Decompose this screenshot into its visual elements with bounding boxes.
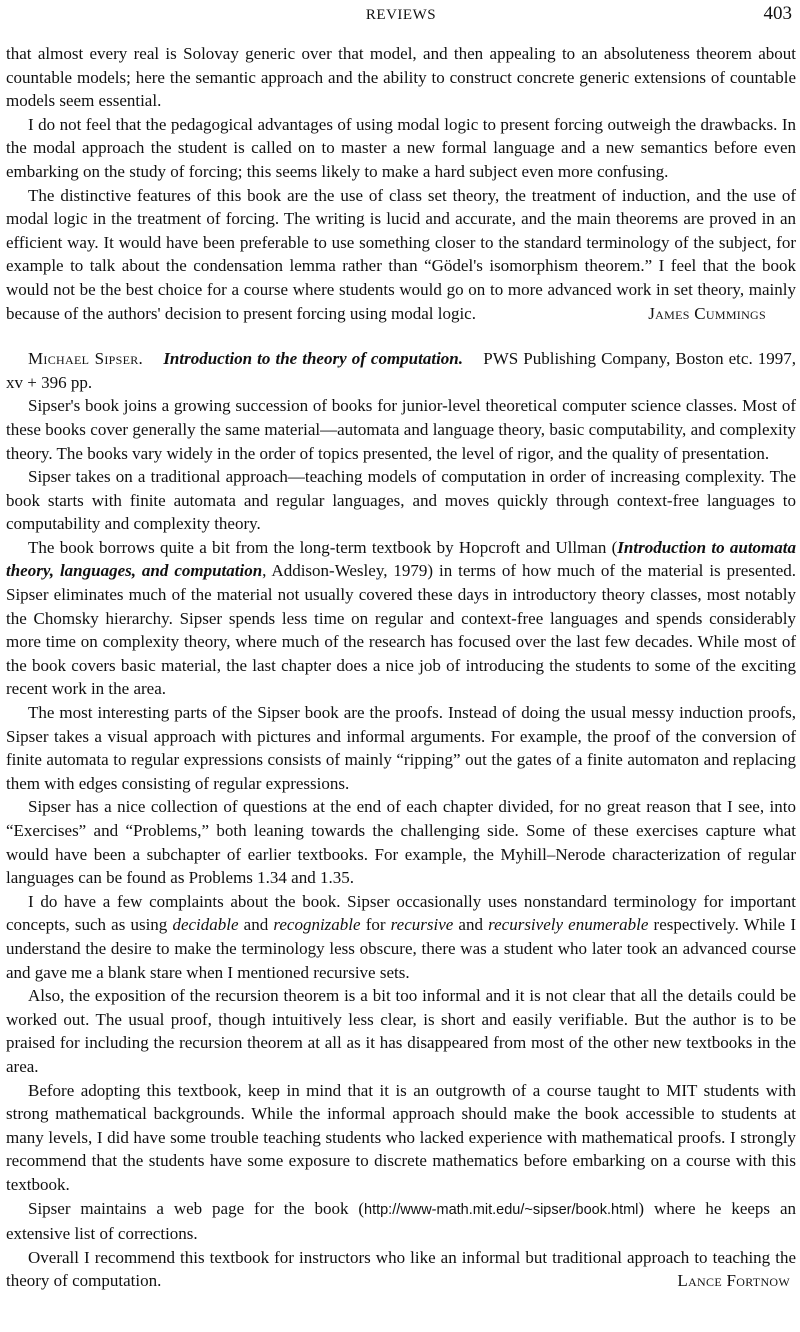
paragraph: The most interesting parts of the Sipser book are the proofs. Instead of doing the usual messy induction proofs, Sipser takes a visual approach with pictures and informal arguments. For example, the proof of the conversion of finite automata to regular expressions consists of mainly “ripping” out the gates of a finite automaton and replacing them with edges consisting of regular expressions. — [6, 703, 796, 793]
paragraph-text: The distinctive features of this book are the use of class set theory, the treatment of induction, and the use of modal logic in the treatment of forcing. The writing is lucid and accurate, and the main theorems are proved in an efficient way. It would have been preferable to use something closer to the standard terminology of the subject, for example to talk about the condensation lemma rather than “Gödel's isomorphism theorem.” I feel that the book would not be the best choice for a course where students would go on to more advanced work in set theory, mainly because of the authors' decision to present forcing using modal logic. — [6, 185, 796, 323]
paragraph — [6, 1197, 796, 1246]
paragraph — [6, 1246, 796, 1293]
paragraph-text: The book borrows quite a bit from the long-term textbook by Hopcroft and Ullman ( — [28, 537, 618, 557]
citation-author: Michael Sipser. — [28, 349, 144, 369]
paragraph-text: ) where he keeps an extensive list of corrections. — [6, 1198, 796, 1244]
reviewer-signature: Lance Fortnow — [677, 1271, 790, 1291]
paragraph-text: Sipser maintains a web page for the book ( — [28, 1198, 364, 1218]
book-citation — [6, 347, 796, 394]
page-header — [6, 0, 796, 30]
paragraph: Sipser takes on a traditional approach—teaching models of computation in order of increasing complexity. The book starts with finite automata and regular languages, and moves quickly through context-free languages to computability and complexity theory. — [6, 467, 796, 534]
cited-title: Introduction to automata theory, languages, and computation — [6, 537, 796, 581]
term: recursive — [390, 915, 454, 935]
review-sipser — [6, 347, 796, 1293]
paragraph: Sipser's book joins a growing succession of books for junior-level theoretical computer science classes. Most of these books cover generally the same material—automata and language theory, basic computability, and complexity theory. The books vary widely in the order of topics presented, the level of rigor, and the quality of presentation. — [6, 396, 796, 463]
paragraph-text: and — [453, 915, 489, 935]
paragraph-text: and — [238, 915, 274, 935]
paragraph-text: Overall I recommend this textbook for instructors who like an informal but traditional approach to teaching the theory of computation. — [6, 1247, 796, 1291]
citation-title: Introduction to the theory of computation. — [163, 349, 464, 369]
web-url: http://www-math.mit.edu/~sipser/book.html — [364, 1201, 639, 1218]
reviewer-signature: James Cummings — [648, 303, 766, 323]
paragraph: Before adopting this textbook, keep in mind that it is an outgrowth of a course taught to MIT students with strong mathematical backgrounds. While the informal approach should make the book accessible to students at many levels, I did have some trouble teaching students who lacked experience with mathematical proofs. I strongly recommend that the students have some exposure to discrete mathematics before embarking on a course with this textbook. — [6, 1080, 796, 1194]
paragraph-text: respectively. While I understand the desire to make the terminology less obscure, there was a student who later took an advanced course and gave me a blank stare when I mentioned recursive sets. — [6, 915, 796, 982]
term: decidable — [172, 915, 239, 935]
paragraph-text: for — [360, 915, 391, 935]
paragraph: I do not feel that the pedagogical advantages of using modal logic to present forcing outweigh the drawbacks. In the modal approach the student is called on to master a new formal language and a new semantics before even embarking on the study of forcing; this seems likely to make a hard subject even more confusing. — [6, 114, 796, 181]
term: recursively enumerable — [488, 915, 649, 935]
paragraph-text: , Addison-Wesley, 1979) in terms of how much of the material is presented. Sipser eliminates much of the material not usually covered these days in introductory theory classes, most notably the Chomsky hierarchy. Sipser spends less time on regular and context-free languages and spends considerably more time on complexity theory, where much of the research has focused over the last few decades. While most of the book covers basic material, the last chapter does a nice job of introducing the students to some of the exciting recent work in the area. — [6, 561, 796, 699]
paragraph — [6, 536, 796, 701]
paragraph: Sipser has a nice collection of questions at the end of each chapter divided, for no great reason that I see, into “Exercises” and “Problems,” both leaning towards the challenging side. Some of these exercises capture what would have been a subchapter of earlier textbooks. For example, the Myhill–Nerode characterization of regular languages can be found as Problems 1.34 and 1.35. — [6, 797, 796, 888]
review-cummings — [6, 42, 796, 325]
paragraph: Also, the exposition of the recursion theorem is a bit too informal and it is not clear that all the details could be worked out. The usual proof, though intuitively less clear, is short and easily verifiable. But the author is to be praised for including the recursion theorem at all as it has disappeared from most of the other new textbooks in the area. — [6, 986, 796, 1076]
page-number: 403 — [763, 3, 792, 24]
paragraph-text: I do have a few complaints about the book. Sipser occasionally uses nonstandard terminology for important concepts, such as using — [6, 891, 796, 935]
term: recognizable — [273, 915, 361, 935]
running-head: REVIEWS — [365, 7, 437, 23]
paragraph — [6, 890, 796, 984]
citation-publisher: PWS Publishing Company, Boston etc. 1997, xv + 396 pp. — [6, 349, 797, 392]
paragraph: that almost every real is Solovay generic over that model, and then appealing to an absoluteness theorem about countable models; here the semantic approach and the ability to construct concrete generic extensions of countable models seem essential. — [6, 44, 796, 111]
section-gap — [6, 325, 796, 347]
paragraph — [6, 184, 796, 326]
